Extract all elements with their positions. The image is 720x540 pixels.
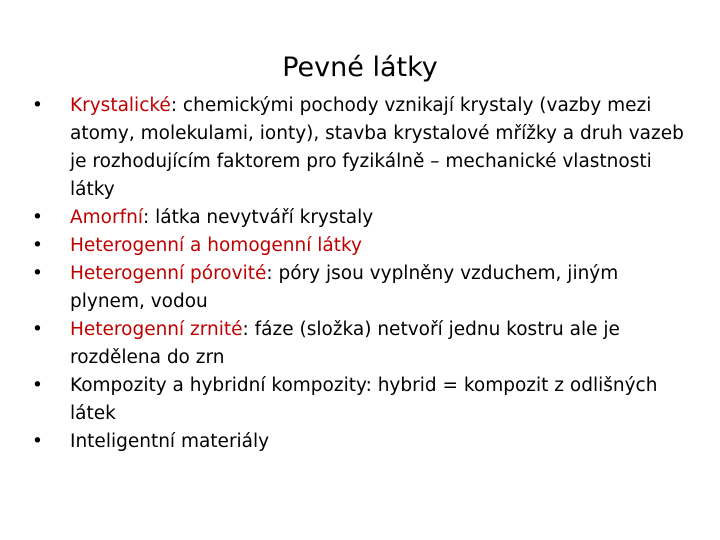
bullet-text: : fáze (složka) netvoří jednu kostru ale je rozdělena do zrn: [70, 319, 620, 368]
bullet-term: Heterogenní pórovité: [70, 263, 267, 284]
bullet-item-zrnite: [32, 316, 692, 372]
bullet-text: : chemickými pochody vznikají krystaly (vazby mezi atomy, molekulami, ionty), stavba krystalové mřížky a druh vazeb je rozhodujícím faktorem pro fyzikálně – mechanické vlastnosti látky: [70, 95, 684, 200]
slide-title: [0, 48, 720, 88]
bullet-text: Inteligentní materiály: [70, 431, 270, 452]
bullet-term: Amorfní: [70, 207, 143, 228]
bullet-text: Kompozity a hybridní kompozity: hybrid = kompozit z odlišných látek: [70, 375, 658, 424]
bullet-item-kompozity: [32, 372, 692, 428]
bullet-item-krystalicke: [32, 92, 692, 204]
slide-title-text: Pevné látky: [282, 52, 438, 83]
bullet-item-amorfni: [32, 204, 692, 232]
bullet-list: [32, 92, 692, 456]
bullet-text: : póry jsou vyplněny vzduchem, jiným plynem, vodou: [70, 263, 619, 312]
bullet-text: : látka nevytváří krystaly: [142, 207, 374, 228]
bullet-item-inteligentni: [32, 428, 692, 456]
bullet-item-heterogenni-homogenni: [32, 232, 692, 260]
bullet-term: Heterogenní zrnité: [70, 319, 243, 340]
bullet-term: Krystalické: [70, 95, 171, 116]
bullet-item-porovite: [32, 260, 692, 316]
bullet-term: Heterogenní a homogenní látky: [70, 235, 362, 256]
